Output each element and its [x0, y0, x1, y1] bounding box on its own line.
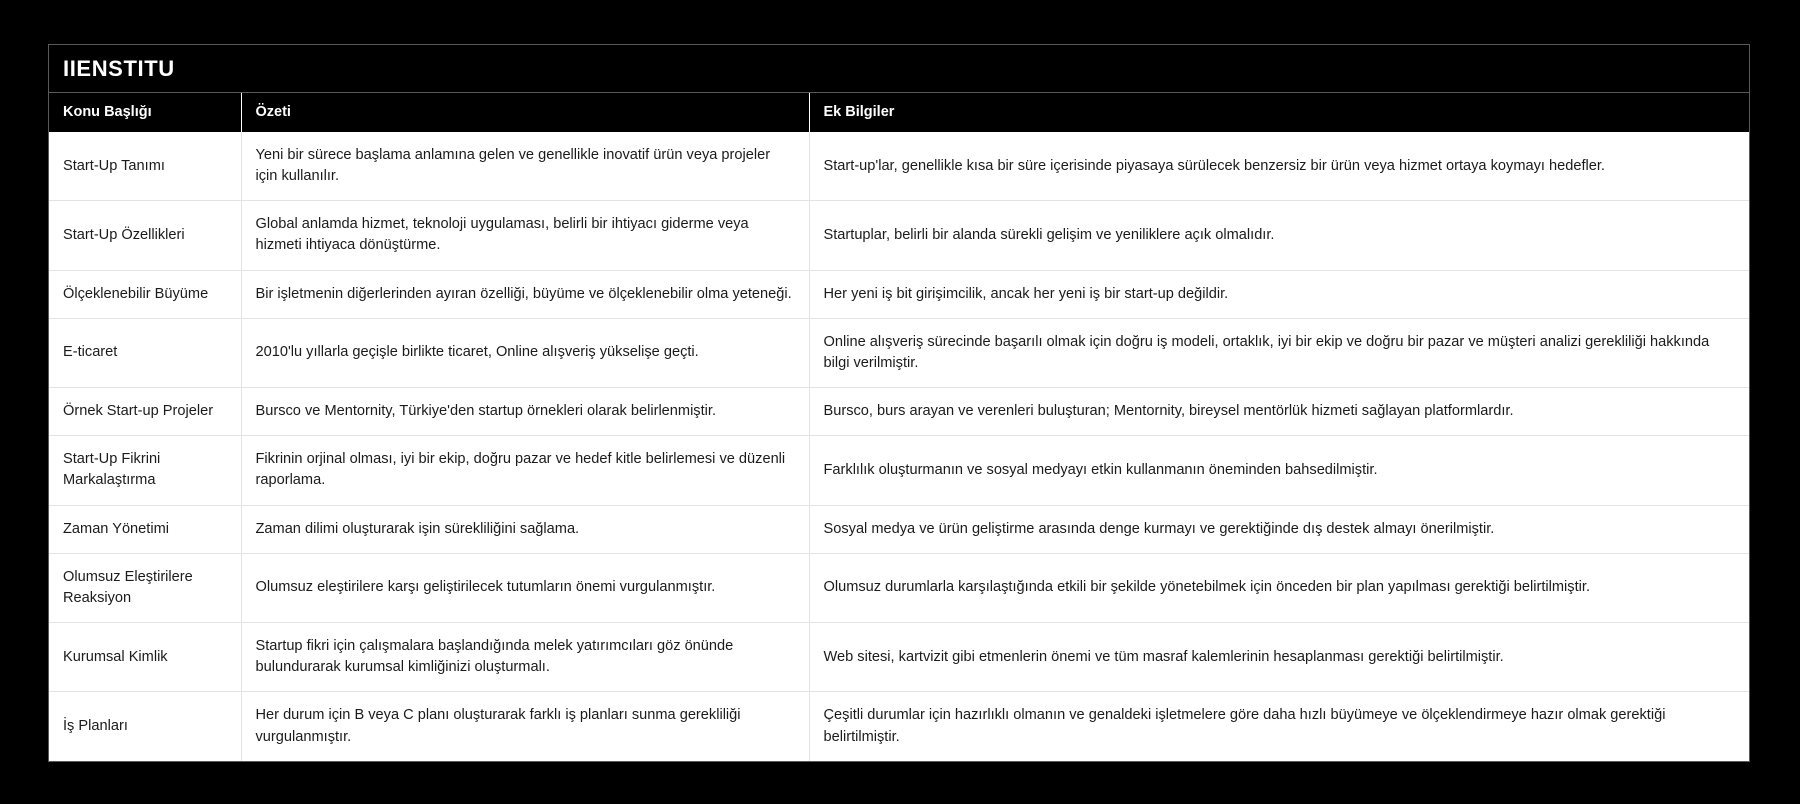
cell-extra: Olumsuz durumlarla karşılaştığında etkili bir şekilde yönetebilmek için önceden bir plan yapılması gerektiği belirtilmiştir. — [809, 553, 1749, 622]
cell-summary: Startup fikri için çalışmalara başlandığında melek yatırımcıları göz önünde bulundurarak kurumsal kimliğinizi oluşturmalı. — [241, 623, 809, 692]
cell-topic: Olumsuz Eleştirilere Reaksiyon — [49, 553, 241, 622]
cell-extra: Farklılık oluşturmanın ve sosyal medyayı etkin kullanmanın öneminden bahsedilmiştir. — [809, 436, 1749, 505]
column-header-summary: Özeti — [241, 93, 809, 132]
brand-header — [49, 45, 1749, 93]
table-header — [49, 93, 1749, 132]
cell-summary: Global anlamda hizmet, teknoloji uygulaması, belirli bir ihtiyacı giderme veya hizmeti ihtiyaca dönüştürme. — [241, 201, 809, 270]
cell-summary: Olumsuz eleştirilere karşı geliştirilecek tutumların önemi vurgulanmıştır. — [241, 553, 809, 622]
cell-topic: Start-Up Tanımı — [49, 132, 241, 201]
cell-summary: Bursco ve Mentornity, Türkiye'den startup örnekleri olarak belirlenmiştir. — [241, 388, 809, 436]
cell-extra: Bursco, burs arayan ve verenleri buluşturan; Mentornity, bireysel mentörlük hizmeti sağlayan platformlardır. — [809, 388, 1749, 436]
table-row — [49, 436, 1749, 505]
column-header-topic: Konu Başlığı — [49, 93, 241, 132]
cell-extra: Web sitesi, kartvizit gibi etmenlerin önemi ve tüm masraf kalemlerinin hesaplanması gerektiği belirtilmiştir. — [809, 623, 1749, 692]
table-row — [49, 132, 1749, 201]
cell-topic: Kurumsal Kimlik — [49, 623, 241, 692]
cell-topic: Start-Up Fikrini Markalaştırma — [49, 436, 241, 505]
cell-topic: Zaman Yönetimi — [49, 505, 241, 553]
cell-summary: Zaman dilimi oluşturarak işin sürekliliğini sağlama. — [241, 505, 809, 553]
startup-summary-card — [48, 44, 1750, 762]
table-row — [49, 388, 1749, 436]
table-row — [49, 623, 1749, 692]
table-row — [49, 505, 1749, 553]
brand-title: IIENSTITU — [63, 55, 175, 81]
cell-topic: E-ticaret — [49, 318, 241, 387]
cell-extra: Çeşitli durumlar için hazırlıklı olmanın ve genaldeki işletmelere göre daha hızlı büyümeye ve ölçeklendirmeye hazır olmak gerektiği belirtilmiştir. — [809, 692, 1749, 761]
cell-topic: İş Planları — [49, 692, 241, 761]
table-row — [49, 201, 1749, 270]
cell-extra: Her yeni iş bit girişimcilik, ancak her yeni iş bir start-up değildir. — [809, 270, 1749, 318]
cell-summary: Fikrinin orjinal olması, iyi bir ekip, doğru pazar ve hedef kitle belirlemesi ve düzenli raporlama. — [241, 436, 809, 505]
cell-topic: Ölçeklenebilir Büyüme — [49, 270, 241, 318]
table-row — [49, 553, 1749, 622]
cell-summary: 2010'lu yıllarla geçişle birlikte ticaret, Online alışveriş yükselişe geçti. — [241, 318, 809, 387]
table-row — [49, 270, 1749, 318]
cell-extra: Startuplar, belirli bir alanda sürekli gelişim ve yeniliklere açık olmalıdır. — [809, 201, 1749, 270]
cell-extra: Online alışveriş sürecinde başarılı olmak için doğru iş modeli, ortaklık, iyi bir ekip ve doğru bir pazar ve müşteri analizi gerekliliği hakkında bilgi verilmiştir. — [809, 318, 1749, 387]
table-row — [49, 692, 1749, 761]
cell-topic: Örnek Start-up Projeler — [49, 388, 241, 436]
cell-summary: Yeni bir sürece başlama anlamına gelen ve genellikle inovatif ürün veya projeler için kullanılır. — [241, 132, 809, 201]
cell-extra: Sosyal medya ve ürün geliştirme arasında denge kurmayı ve gerektiğinde dış destek almayı önerilmiştir. — [809, 505, 1749, 553]
cell-topic: Start-Up Özellikleri — [49, 201, 241, 270]
table-row — [49, 318, 1749, 387]
cell-summary: Her durum için B veya C planı oluşturarak farklı iş planları sunma gerekliliği vurgulanmıştır. — [241, 692, 809, 761]
cell-summary: Bir işletmenin diğerlerinden ayıran özelliği, büyüme ve ölçeklenebilir olma yeteneği. — [241, 270, 809, 318]
cell-extra: Start-up'lar, genellikle kısa bir süre içerisinde piyasaya sürülecek benzersiz bir ürün veya hizmet ortaya koymayı hedefler. — [809, 132, 1749, 201]
table-header-row — [49, 93, 1749, 132]
column-header-extra: Ek Bilgiler — [809, 93, 1749, 132]
startup-summary-table — [49, 93, 1749, 761]
table-body — [49, 132, 1749, 761]
